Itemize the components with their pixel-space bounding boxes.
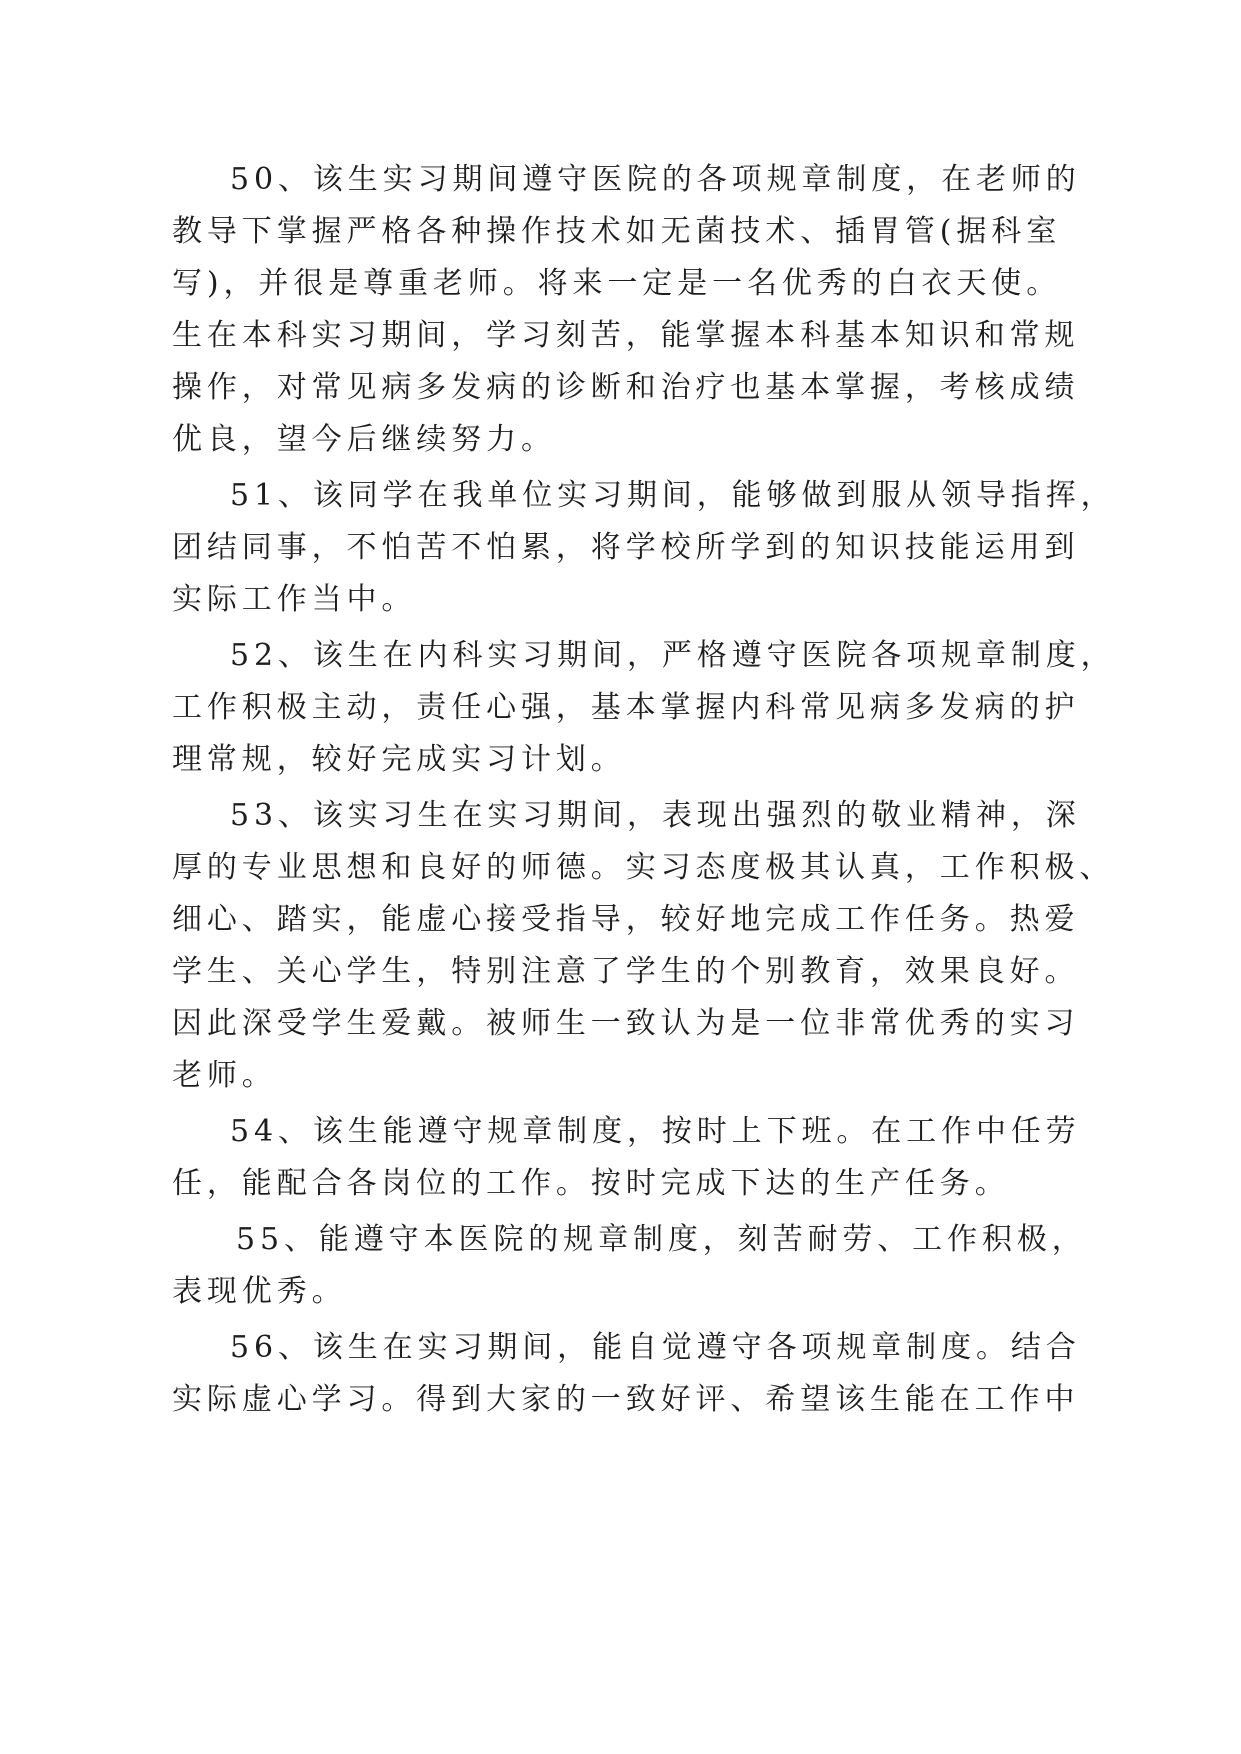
text-line: 学生、关心学生，特别注意了学生的个别教育，效果良好。: [172, 954, 1080, 989]
text-line: 55、能遵守本医院的规章制度，刻苦耐劳、工作积极，: [236, 1222, 1087, 1257]
text-line: 教导下掌握严格各种操作技术如无菌技术、插胃管(据科室: [172, 214, 1062, 249]
text-line: 写)，并很是尊重老师。将来一定是一名优秀的白衣天使。: [172, 266, 1062, 301]
text-line: 表现优秀。: [172, 1274, 347, 1309]
text-line: 实际工作当中。: [172, 582, 417, 617]
text-line: 56、该生在实习期间，能自觉遵守各项规章制度。结合: [230, 1330, 1081, 1365]
text-line: 任，能配合各岗位的工作。按时完成下达的生产任务。: [172, 1166, 1010, 1201]
text-line: 团结同事，不怕苦不怕累，将学校所学到的知识技能运用到: [172, 530, 1080, 565]
text-line: 厚的专业思想和良好的师德。实习态度极其认真，工作积极、: [172, 850, 1115, 885]
text-line: 54、该生能遵守规章制度，按时上下班。在工作中任劳: [230, 1114, 1081, 1149]
text-line: 实际虚心学习。得到大家的一致好评、希望该生能在工作中: [172, 1382, 1080, 1417]
text-line: 51、该同学在我单位实习期间，能够做到服从领导指挥，: [230, 478, 1116, 513]
text-line: 工作积极主动，责任心强，基本掌握内科常见病多发病的护: [172, 690, 1080, 725]
text-line: 操作，对常见病多发病的诊断和治疗也基本掌握，考核成绩: [172, 370, 1080, 405]
text-line: 理常规，较好完成实习计划。: [172, 742, 626, 777]
text-line: 53、该实习生在实习期间，表现出强烈的敬业精神，深: [230, 798, 1081, 833]
text-line: 52、该生在内科实习期间，严格遵守医院各项规章制度，: [230, 638, 1116, 673]
text-line: 细心、踏实，能虚心接受指导，较好地完成工作任务。热爱: [172, 902, 1080, 937]
text-line: 因此深受学生爱戴。被师生一致认为是一位非常优秀的实习: [172, 1006, 1080, 1041]
text-line: 50、该生实习期间遵守医院的各项规章制度，在老师的: [230, 162, 1081, 197]
text-line: 优良，望今后继续努力。: [172, 422, 556, 457]
text-line: 生在本科实习期间，学习刻苦，能掌握本科基本知识和常规: [172, 318, 1080, 353]
text-line: 老师。: [172, 1058, 277, 1093]
